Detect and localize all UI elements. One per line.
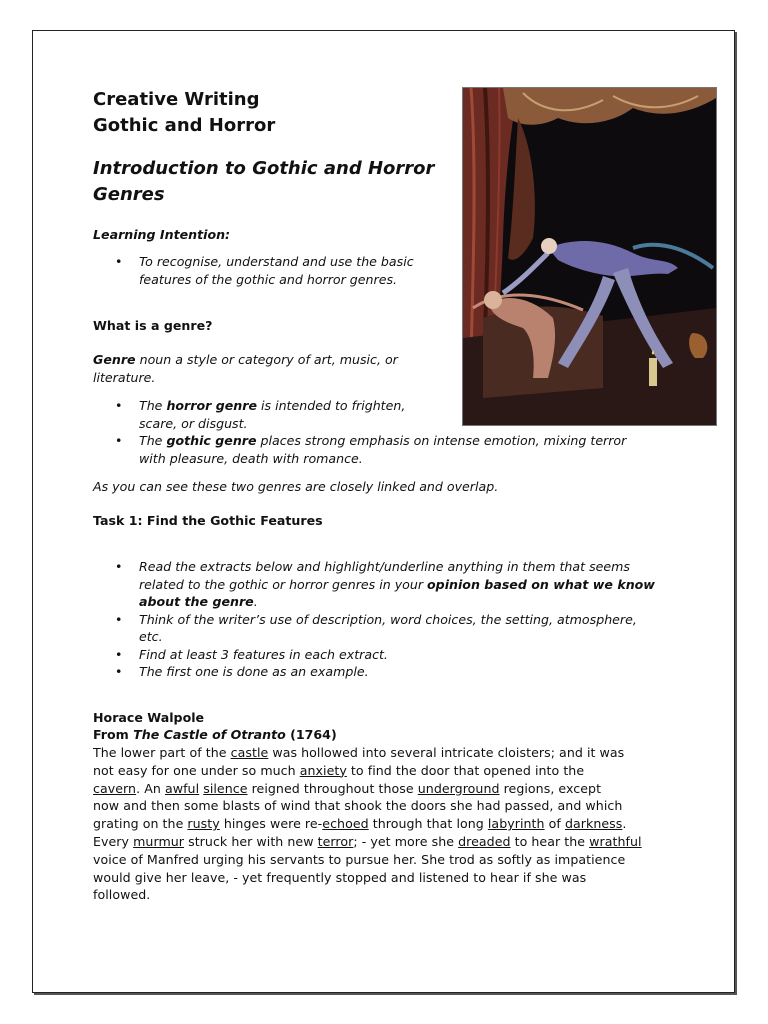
horror-genre-item: • The horror genre is intended to frighten, scare, or disgust. <box>93 397 693 432</box>
extract-line <box>93 797 703 815</box>
extract-source: From The Castle of Otranto (1764) <box>93 727 337 742</box>
underlined-feature: awful <box>164 780 200 796</box>
extract-text-run: reigned throughout those <box>247 780 418 796</box>
underlined-feature: cavern <box>93 780 137 796</box>
underlined-feature: dreaded <box>458 833 511 849</box>
extract-line <box>93 869 703 887</box>
task-instruction-item: • Think of the writer’s use of description, word choices, the setting, atmosphere, etc. <box>93 611 693 646</box>
extract-text-run: not easy for one under so much <box>93 762 300 778</box>
section-title: Introduction to Gothic and Horror Genres <box>93 158 435 205</box>
task-heading: Task 1: Find the Gothic Features <box>93 513 323 528</box>
learning-intention-heading: Learning Intention: <box>93 227 231 242</box>
extract-text-run: through that long <box>368 816 488 832</box>
underlined-feature: anxiety <box>299 762 347 778</box>
learning-intention-item: • To recognise, understand and use the basic features of the gothic and horror genres. <box>93 253 453 288</box>
underlined-feature: silence <box>203 780 248 796</box>
extract-line <box>93 851 703 869</box>
extract-text-run: to find the door that opened into the <box>346 762 585 778</box>
extract-line <box>93 762 703 780</box>
underlined-feature: castle <box>230 745 269 760</box>
extract-line <box>93 833 703 851</box>
extract-text-run: . An <box>136 780 165 796</box>
underlined-feature: echoed <box>322 816 369 832</box>
extract-text-run: would give her leave, - yet frequently stopped and listened to hear if she was <box>93 869 587 885</box>
document-title: Creative Writing Gothic and Horror <box>93 89 276 136</box>
extract-text-run: now and then some blasts of wind that shook the doors she had passed, and which <box>93 798 623 814</box>
extract-author: Horace Walpole <box>93 710 205 725</box>
extract-text-run: was hollowed into several intricate cloisters; and it was <box>268 745 625 760</box>
extract-text-run: regions, except <box>499 780 602 796</box>
underlined-feature: rusty <box>187 816 220 832</box>
genre-definition: Genre noun a style or category of art, music, or literature. <box>93 352 398 385</box>
task-instructions-list <box>93 558 693 681</box>
extract-text-run: followed. <box>93 887 151 903</box>
task-instruction-item: • Read the extracts below and highlight/underline anything in them that seems related to the gothic or horror genres in your opinion based on what we know about the genre. <box>93 558 693 611</box>
task-instruction-item: • Find at least 3 features in each extract. <box>93 646 693 664</box>
task-instruction-item: • The first one is done as an example. <box>93 663 693 681</box>
extract-line <box>93 744 703 762</box>
genre-closing-text: As you can see these two genres are closely linked and overlap. <box>93 479 499 494</box>
extract-text-run: struck her with new <box>184 833 318 849</box>
extract-text-run: . <box>622 816 627 832</box>
extract-text-run: The lower part of the <box>93 745 231 760</box>
underlined-feature: underground <box>417 780 500 796</box>
gothic-genre-item: • The gothic genre places strong emphasis on intense emotion, mixing terror with pleasure, death with romance. <box>93 432 693 467</box>
underlined-feature: murmur <box>133 833 185 849</box>
genre-heading: What is a genre? <box>93 318 213 333</box>
underlined-feature: terror <box>317 833 354 849</box>
underlined-feature: wrathful <box>589 833 642 849</box>
extract-text-run: ; - yet more she <box>353 833 459 849</box>
extract-text <box>93 744 703 904</box>
extract-text-run: to hear the <box>510 833 590 849</box>
underlined-feature: labyrinth <box>487 816 545 832</box>
extract-text-run: hinges were re- <box>219 816 323 832</box>
gothic-illustration <box>462 87 717 426</box>
learning-intention-list <box>93 253 453 288</box>
extract-line <box>93 780 703 798</box>
extract-text-run: of <box>544 816 565 832</box>
extract-text-run: Every <box>93 833 134 849</box>
extract-line <box>93 815 703 833</box>
underlined-feature: darkness <box>564 816 623 832</box>
extract-line <box>93 886 703 904</box>
extract-text-run: voice of Manfred urging his servants to pursue her. She trod as softly as impatience <box>93 851 626 867</box>
extract-text-run: grating on the <box>93 816 188 832</box>
